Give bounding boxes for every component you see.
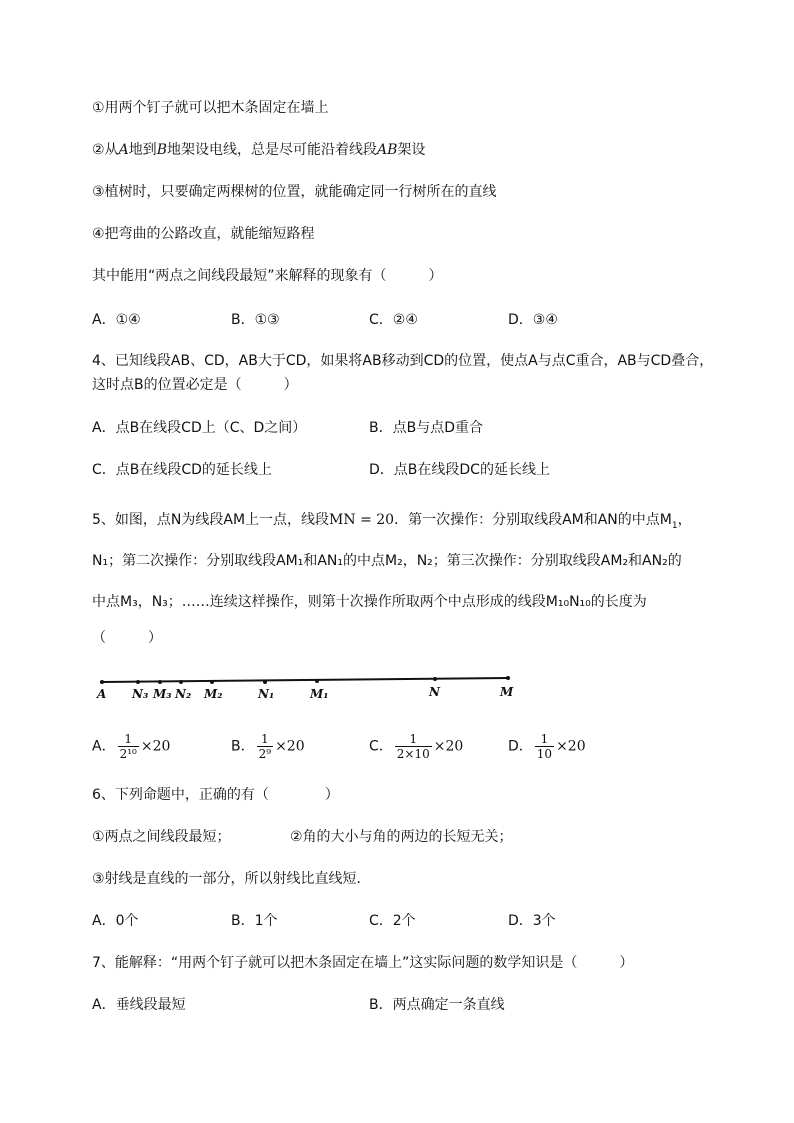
q4-option-b: B．点B与点D重合	[369, 420, 483, 436]
q4-option-a: A．点B在线段CD上（C、D之间）	[92, 420, 307, 436]
q3-stem: 其中能用“两点之间线段最短”来解释的现象有（ ）	[92, 268, 443, 284]
q6-item-3: ③射线是直线的一部分，所以射线比直线短．	[92, 871, 371, 887]
q5-stem-line-4: （ ）	[92, 630, 162, 646]
label-a: A	[97, 687, 107, 701]
point-m-dot	[506, 676, 510, 680]
q5-option-c: C． $\frac{1}{2\times 10}$ ×20	[369, 732, 464, 761]
q6-stem: 6、下列命题中，正确的有（ ）	[92, 787, 339, 803]
label-m2: M₂	[204, 687, 223, 701]
q3-item-4: ④把弯曲的公路改直，就能缩短路程	[92, 226, 315, 242]
label-n2: N₂	[175, 687, 192, 701]
label-n3: N₃	[132, 687, 149, 701]
q4-option-c: C．点B在线段CD的延长线上	[92, 462, 272, 478]
q3-option-d: D．③④	[508, 312, 558, 328]
segment-figure	[92, 668, 522, 704]
q5-option-d: D． $\frac{1}{10}$ ×20	[508, 732, 586, 761]
q6-option-a: A．0个	[92, 913, 139, 929]
q3-item-1: ①用两个钉子就可以把木条固定在墙上	[92, 100, 329, 116]
label-m3: M₃	[153, 687, 172, 701]
point-n2-dot	[179, 680, 183, 684]
label-n1: N₁	[258, 687, 275, 701]
q5-stem-line-3: 中点M₃，N₃；……连续这样操作，则第十次操作所取两个中点形成的线段M₁₀N₁₀的长度为	[92, 594, 647, 610]
point-n-dot	[433, 677, 437, 681]
q3-option-c: C．②④	[369, 312, 418, 328]
point-m2-dot	[210, 680, 214, 684]
q4-stem-line-2: 这时点B的位置必定是（ ）	[92, 377, 298, 393]
q5-option-b: B． $\frac{1}{\text{2⁹}}$ ×20	[231, 732, 305, 761]
q3-item-3: ③植树时，只要确定两棵树的位置，就能确定同一行树所在的直线	[92, 184, 497, 200]
point-m1-dot	[315, 679, 319, 683]
q7-option-a: A．垂线段最短	[92, 997, 186, 1013]
segment-line	[102, 678, 508, 682]
label-m1: M₁	[310, 687, 329, 701]
point-a-dot	[100, 680, 104, 684]
label-n: N	[429, 685, 440, 699]
q7-stem: 7、能解释：“用两个钉子就可以把木条固定在墙上”这实际问题的数学知识是（ ）	[92, 955, 634, 971]
q6-option-c: C．2个	[369, 913, 416, 929]
q5-option-a: A． $\frac{1}{\text{2¹⁰}}$ ×20	[92, 732, 171, 761]
q6-item-2: ②角的大小与角的两边的长短无关；	[290, 829, 513, 845]
q6-option-b: B．1个	[231, 913, 278, 929]
q3-item-2: ②从A地到B地架设电线，总是尽可能沿着线段AB架设	[92, 142, 426, 158]
point-n1-dot	[263, 680, 267, 684]
q5-stem-line-2: N₁；第二次操作：分别取线段AM₁和AN₁的中点M₂，N₂；第三次操作：分别取线段AM₂和AN₂的	[92, 553, 682, 569]
label-m: M	[500, 685, 514, 699]
q7-option-b: B．两点确定一条直线	[369, 997, 505, 1013]
q3-option-b: B．①③	[231, 312, 280, 328]
q6-option-d: D．3个	[508, 913, 556, 929]
point-m3-dot	[158, 680, 162, 684]
q5-stem-line-1: 5、如图，点N为线段AM上一点，线段MN = 20．第一次操作：分别取线段AM和AN的中点$M_1$，	[92, 512, 692, 531]
point-n3-dot	[136, 680, 140, 684]
q3-option-a: A．①④	[92, 312, 141, 328]
q4-option-d: D．点B在线段DC的延长线上	[369, 462, 550, 478]
q4-stem-line-1: 4、已知线段AB、CD，AB大于CD，如果将AB移动到CD的位置，使点A与点C重合，AB与CD叠合，	[92, 353, 714, 369]
q6-item-1: ①两点之间线段最短；	[92, 829, 231, 845]
